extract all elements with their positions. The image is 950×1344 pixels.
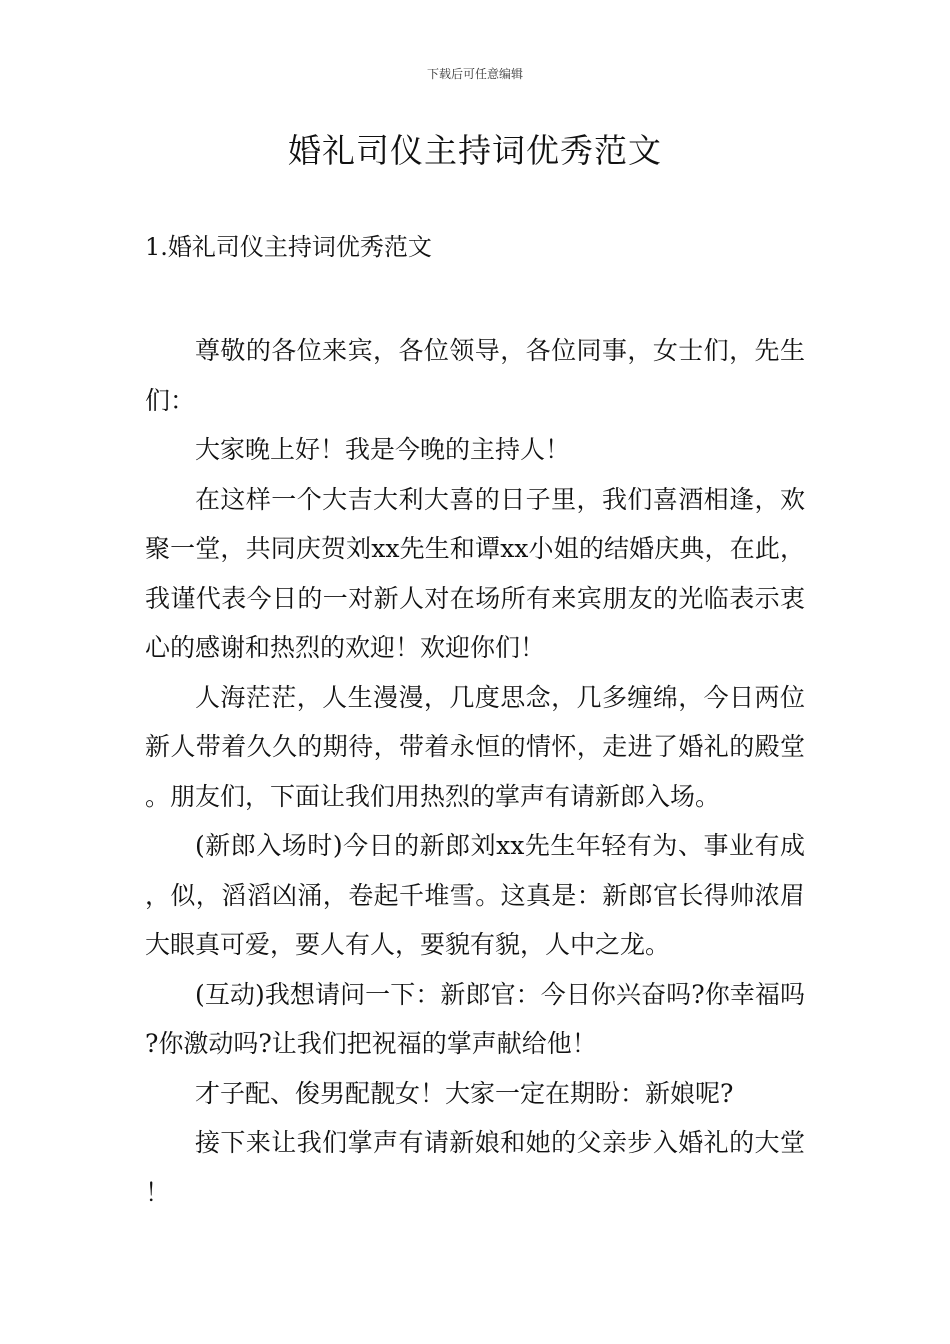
paragraph: 大家晚上好！我是今晚的主持人！ [195, 435, 571, 464]
paragraph: 尊敬的各位来宾，各位领导，各位同事，女士们，先生们： [145, 336, 805, 415]
paragraph: 人海茫茫，人生漫漫，几度思念，几多缠绵，今日两位新人带着久久的期待，带着永恒的情怀，走进了婚礼的殿堂。朋友们，下面让我们用热烈的掌声有请新郎入场。 [145, 682, 805, 811]
paragraph: (互动)我想请问一下：新郎官：今日你兴奋吗?你幸福吗?你激动吗?让我们把祝福的掌声献给他！ [145, 979, 805, 1058]
paragraph: 在这样一个大吉大利大喜的日子里，我们喜酒相逢，欢聚一堂，共同庆贺刘xx先生和谭xx小姐的结婚庆典，在此，我谨代表今日的一对新人对在场所有来宾朋友的光临表示衷心的感谢和热烈的欢迎！欢迎你们！ [145, 484, 805, 662]
paragraph: 接下来让我们掌声有请新娘和她的父亲步入婚礼的大堂！ [145, 1128, 805, 1207]
paragraph: 才子配、俊男配靓女！大家一定在期盼：新娘呢? [195, 1078, 734, 1108]
body-text [145, 326, 805, 1217]
header-note: 下载后可任意编辑 [426, 67, 523, 81]
paragraph: (新郎入场时)今日的新郎刘xx先生年轻有为、事业有成，似，滔滔凶涌，卷起千堆雪。这真是：新郎官长得帅浓眉大眼真可爱，要人有人，要貌有貌，人中之龙。 [145, 831, 805, 959]
document-title: 婚礼司仪主持词优秀范文 [288, 131, 662, 170]
section-heading: 1.婚礼司仪主持词优秀范文 [145, 233, 432, 261]
